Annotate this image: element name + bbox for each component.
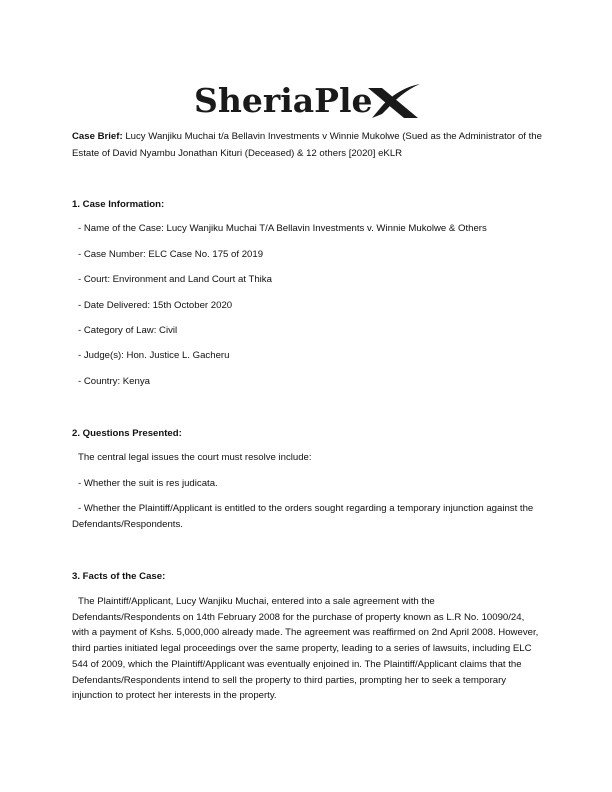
case-info-item: - Case Number: ELC Case No. 175 of 2019 (78, 249, 264, 260)
question-item: - Whether the suit is res judicata. (78, 478, 218, 489)
case-info-item: - Court: Environment and Land Court at Thika (78, 274, 272, 285)
case-brief-label: Case Brief: (72, 131, 123, 142)
questions-intro: The central legal issues the court must resolve include: (78, 452, 312, 463)
logo-x-mark (368, 84, 420, 118)
facts-paragraph: The Plaintiff/Applicant, Lucy Wanjiku Muchai, entered into a sale agreement with the Defendants/Respondents on 14th February 2008 for the purchase of property known as L.R No. 10090/24, with a payment of Kshs. 5,000,000 already made. The agreement was reaffirmed on 2nd April 2008. However, third parties initiated legal proceedings over the same property, leading to a series of lawsuits, including ELC 544 of 2009, which the Plaintiff/Applicant was eventually enjoined in. The Plaintiff/Applicant claims that the Defendants/Respondents intend to sell the property to third parties, prompting her to seek a temporary injunction to protect her interests in the property. (72, 596, 539, 702)
question-item: - Whether the Plaintiff/Applicant is entitled to the orders sought regarding a temporary injunction against the Defendants/Respondents. (72, 503, 534, 530)
logo-wordmark: SheriaPle (194, 81, 373, 120)
case-brief-text: Lucy Wanjiku Muchai t/a Bellavin Investments v Winnie Mukolwe (Sued as the Administrator of the Estate of David Nyambu Jonathan Kituri (Deceased) & 12 others [2020] eKLR (72, 131, 542, 159)
logo-graphic (192, 76, 422, 124)
case-info-item: - Date Delivered: 15th October 2020 (78, 300, 233, 311)
case-info-item: - Name of the Case: Lucy Wanjiku Muchai T/A Bellavin Investments v. Winnie Mukolwe & Others (78, 223, 487, 234)
facts-heading: 3. Facts of the Case: (72, 571, 166, 582)
case-information-heading: 1. Case Information: (72, 199, 165, 210)
case-info-item: - Country: Kenya (78, 376, 150, 387)
case-info-item: - Category of Law: Civil (78, 325, 178, 336)
sheriaplex-logo (192, 76, 422, 124)
case-brief (72, 129, 542, 162)
case-info-item: - Judge(s): Hon. Justice L. Gacheru (78, 350, 230, 361)
questions-heading: 2. Questions Presented: (72, 428, 182, 439)
